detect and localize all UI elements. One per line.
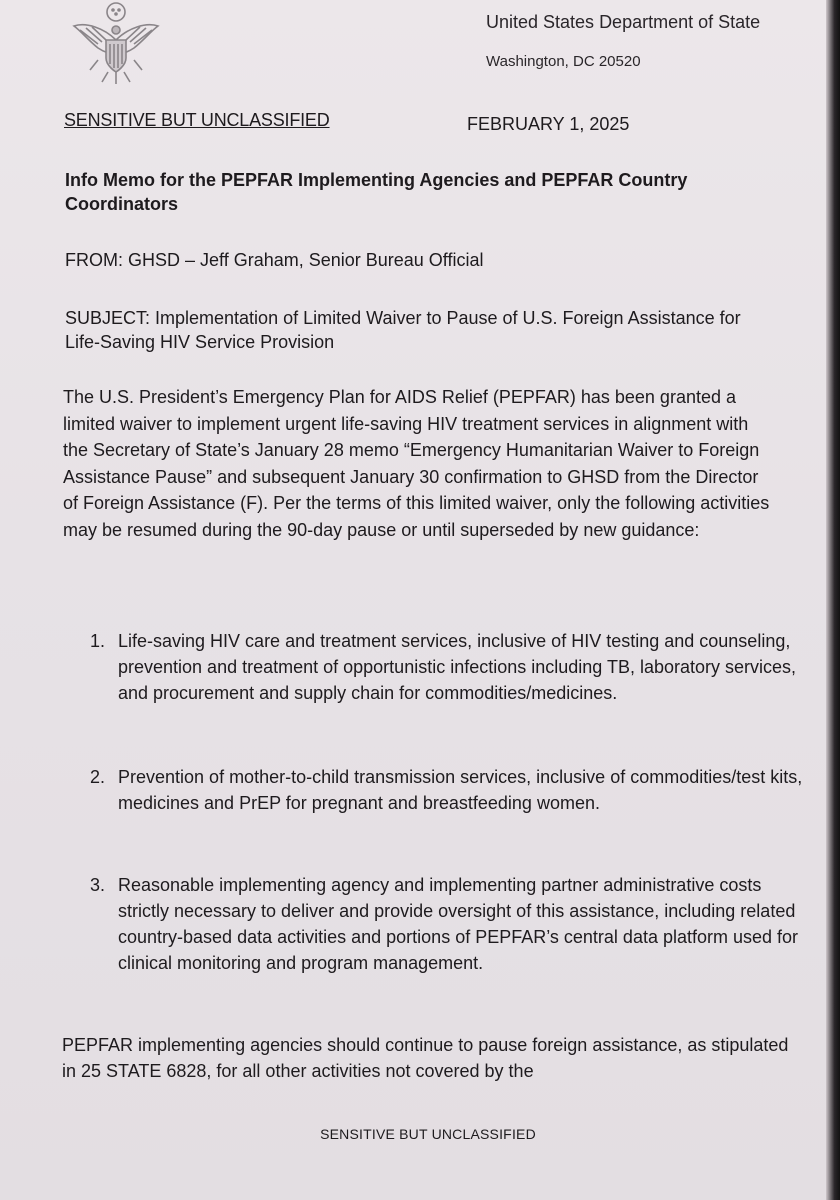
memo-closing-paragraph: PEPFAR implementing agencies should continue to pause foreign assistance, as stipulated in 25 STATE 6828, for all other activities not covered by the [62,1035,789,1081]
memo-from: FROM: GHSD – Jeff Graham, Senior Bureau Official [65,250,484,270]
list-item [90,764,810,816]
list-item-number: 1. [90,631,106,651]
classification-header: SENSITIVE BUT UNCLASSIFIED [64,110,330,130]
memo-date: FEBRUARY 1, 2025 [467,114,630,134]
department-name: United States Department of State [486,12,761,32]
memo-body-paragraph: The U.S. President’s Emergency Plan for AIDS Relief (PEPFAR) has been granted a limited waiver to implement urgent life-saving HIV treatment services in alignment with the Secretary of State’s January 28 memo “Emergency Humanitarian Waiver to Foreign Assistance Pause” and subsequent January 30 confirmation to GHSD from the Director of Foreign Assistance (F). Per the terms of this limited waiver, only the following activities may be resumed during the 90-day pause or until superseded by new guidance: [63,387,770,540]
list-item [90,628,810,706]
state-department-seal-icon [68,0,164,90]
list-item-text: Prevention of mother-to-child transmission services, inclusive of commodities/test kits, medicines and PrEP for pregnant and breastfeeding women. [118,767,803,813]
classification-footer: SENSITIVE BUT UNCLASSIFIED [320,1126,536,1142]
memo-title: Info Memo for the PEPFAR Implementing Agencies and PEPFAR Country Coordinators [65,170,688,214]
list-item-text: Reasonable implementing agency and implementing partner administrative costs strictly necessary to deliver and provide oversight of this assistance, including related country-based data activities and portions of PEPFAR’s central data platform used for clinical monitoring and program management. [118,875,799,973]
page-edge-shadow [826,0,840,1200]
letterhead [486,8,760,76]
department-address: Washington, DC 20520 [486,53,641,70]
list-item [90,872,810,976]
list-item-number: 3. [90,875,106,895]
list-item-number: 2. [90,767,106,787]
list-item-text: Life-saving HIV care and treatment services, inclusive of HIV testing and counseling, prevention and treatment of opportunistic infections including TB, laboratory services, and procurement and supply chain for commodities/medicines. [118,631,797,703]
memo-subject: SUBJECT: Implementation of Limited Waiver to Pause of U.S. Foreign Assistance for Life-Saving HIV Service Provision [65,308,741,352]
